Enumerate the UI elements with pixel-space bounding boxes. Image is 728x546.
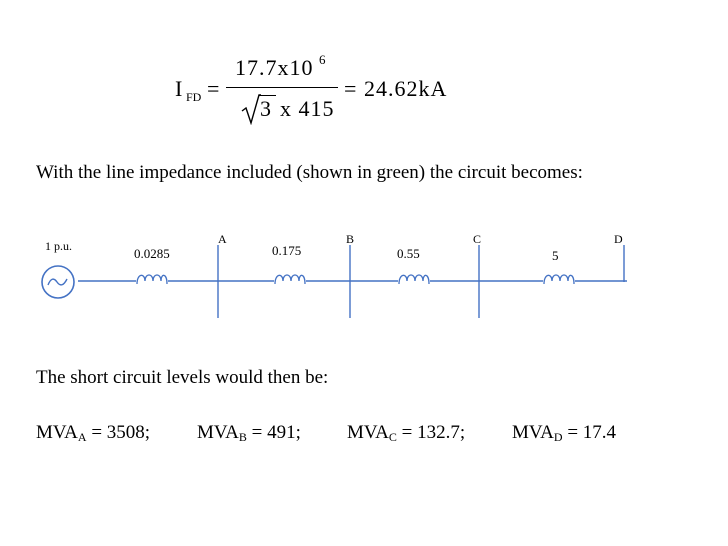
inductor-icon (543, 271, 575, 285)
impedance-value: 0.175 (272, 243, 302, 258)
formula-sqrt-arg: 3 (260, 96, 272, 121)
mva-subscript: D (553, 430, 563, 444)
inductor-icon (274, 271, 306, 285)
mva-level-b (197, 422, 301, 445)
inductor-icon (398, 271, 430, 285)
source-label: 1 p.u. (45, 239, 72, 253)
bus-label-d: D (614, 232, 623, 246)
bus-label-a: A (218, 232, 227, 246)
formula-equals: = (207, 76, 220, 101)
impedance-value: 5 (552, 248, 559, 263)
formula-lhs-symbol: I (175, 76, 183, 101)
formula-denominator: x 415 (280, 96, 335, 121)
mva-prefix: MVA (347, 422, 389, 443)
mva-prefix: MVA (197, 422, 239, 443)
levels-sentence: The short circuit levels would then be: (36, 367, 329, 388)
ac-source-icon (39, 263, 77, 301)
impedance-value: 0.55 (397, 246, 420, 261)
formula-lhs-subscript: FD (186, 90, 202, 104)
mva-subscript: A (77, 430, 87, 444)
inductor-icon (136, 271, 168, 285)
mva-level-c (347, 422, 465, 445)
bus-label-b: B (346, 232, 355, 246)
formula-numerator: 17.7x10 (235, 55, 314, 80)
mva-prefix: MVA (36, 422, 78, 443)
formula-numerator-exponent: 6 (319, 52, 326, 67)
mva-level-d (512, 422, 616, 445)
mva-value: = 17.4 (562, 422, 617, 443)
mva-value: = 491; (246, 422, 301, 443)
formula-result: 24.62kA (364, 76, 448, 101)
mva-value: = 3508; (86, 422, 151, 443)
mva-subscript: B (238, 430, 247, 444)
impedance-value: 0.0285 (134, 246, 170, 261)
mva-value: = 132.7; (396, 422, 466, 443)
bus-label-c: C (473, 232, 482, 246)
intro-sentence: With the line impedance included (shown in green) the circuit becomes: (36, 162, 583, 183)
mva-prefix: MVA (512, 422, 554, 443)
mva-level-a (36, 422, 150, 445)
formula-result-equals: = (344, 76, 358, 101)
mva-subscript: C (388, 430, 397, 444)
